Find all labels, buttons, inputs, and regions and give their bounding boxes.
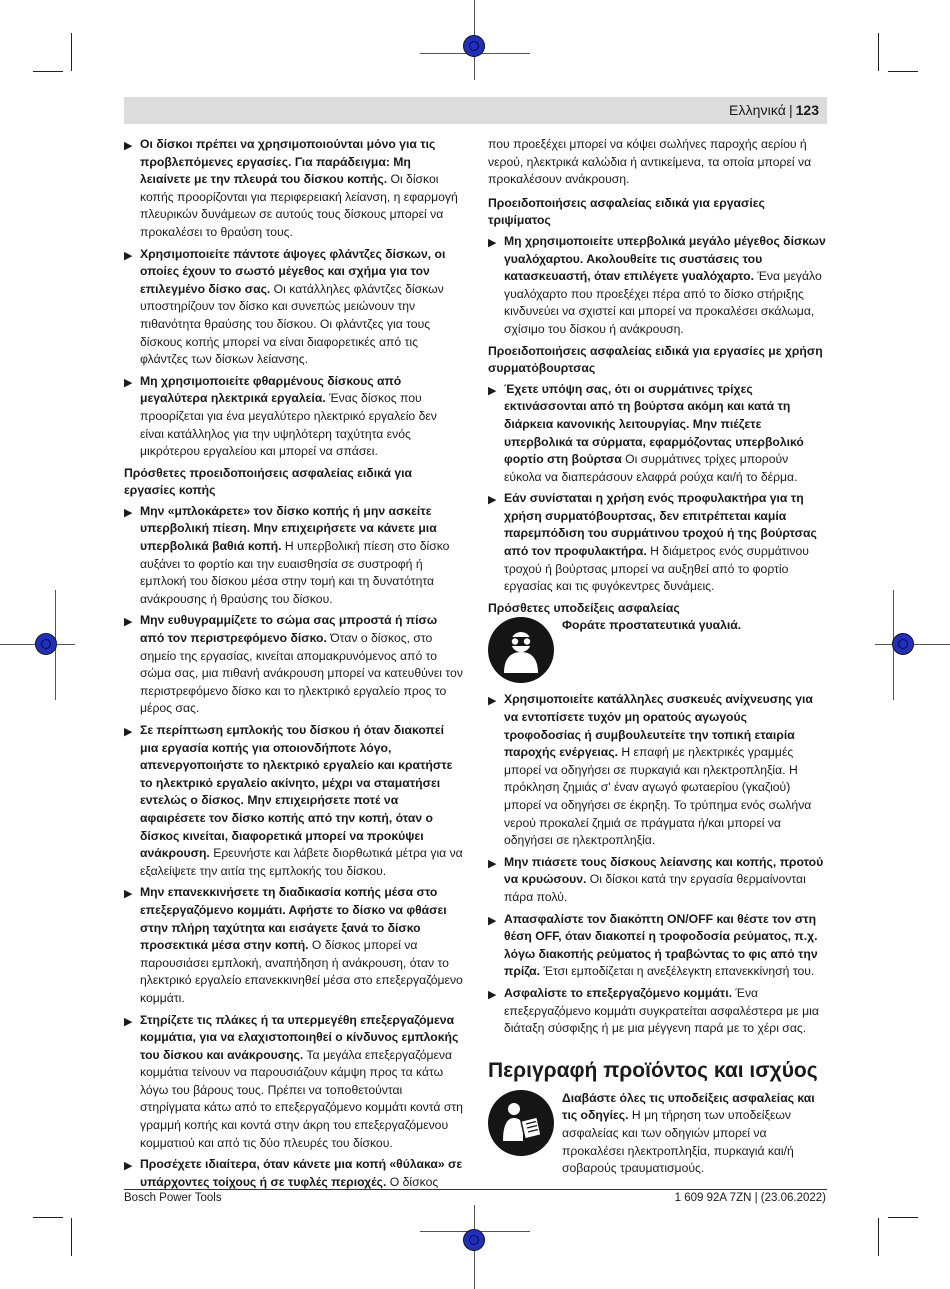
crop-mark xyxy=(33,71,63,72)
bullet-bold: Μην επανεκκινήσετε τη διαδικασία κοπής μέσα στο επεξεργαζόμενο κομμάτι. Αφήστε το δίσκο να φθάσει στην πλήρη ταχύτητα και εισάγετε ξανά το δίσκο προσεκτικά μέσα στην κοπή. xyxy=(140,885,447,953)
safety-goggles-icon xyxy=(488,617,554,683)
manual-note-text xyxy=(562,1090,826,1178)
bullet-bold: Μη χρησιμοποιείτε φθαρμένους δίσκους από μεγαλύτερα ηλεκτρικά εργαλεία. xyxy=(140,373,402,406)
goggles-note xyxy=(488,617,826,683)
language-label: Ελληνικά xyxy=(729,102,786,118)
safety-bullet xyxy=(124,722,464,880)
bullet-text: Έτσι εμποδίζεται η ανεξέλεγκτη επανεκκίνησή του. xyxy=(540,964,815,979)
header-separator: | xyxy=(789,102,793,118)
bullet-bold: Σε περίπτωση εμπλοκής του δίσκου ή όταν διακοπεί μια εργασία κοπής για οποιονδήποτε λόγο, απενεργοποιήστε το ηλεκτρικό εργαλείο και κρατήστε το ηλεκτρικό εργαλείο ακίνητο, μέχρι να σταματήσει εντελώς ο δίσκος. Μην επιχειρήσετε ποτέ να αφαιρέσετε τον δίσκο κοπής από την κοπή, όταν ο δίσκος κινείται, διαφορετικά μπορεί να προκύψει ανάκρουση. xyxy=(140,723,453,861)
continued-text: που προεξέχει μπορεί να κόψει σωλήνες παροχής αερίου ή νερού, ηλεκτρικά καλώδια ή αντικείμενα, τα οποία μπορεί να προκαλέσουν ανάκρουση. xyxy=(488,137,812,187)
bullet-icon: ▶ xyxy=(124,888,133,901)
safety-bullet xyxy=(488,854,826,907)
bullet-bold: Απασφαλίστε τον διακόπτη ON/OFF και θέστε τον στη θέση OFF, όταν διακοπεί η τροφοδοσία ρεύματος, π.χ. λόγω διακοπής ρεύματος ή τραβώντας το φις από την πρίζα. xyxy=(504,911,818,979)
right-column xyxy=(488,136,826,1186)
bullet-icon: ▶ xyxy=(124,249,133,262)
page-header-text xyxy=(729,102,819,118)
safety-bullet xyxy=(124,246,464,369)
safety-bullet xyxy=(488,691,826,849)
bullet-icon: ▶ xyxy=(488,695,497,708)
registration-mark-bottom xyxy=(463,1229,485,1251)
bullet-bold: Οι δίσκοι πρέπει να χρησιμοποιούνται μόνο για τις προβλεπόμενες εργασίες. Για παράδειγμα: Μη λειαίνετε με την πλευρά του δίσκου κοπής. xyxy=(140,137,436,187)
bullet-text: Ένα μεγάλο γυαλόχαρτο που προεξέχει πέρα από το δίσκο στήριξης κινδυνεύει να σχιστεί και μπορεί να προκαλέσει σκάλωμα, σχίσιμο του δίσκου ή ανάκρουση. xyxy=(504,269,822,336)
bullet-text: Η διάμετρος ενός συρμάτινου τροχού ή βούρτσας μπορεί να αυξηθεί από το φορτίο εργασίας και τις φυγόκεντρες δυνάμεις. xyxy=(504,544,809,594)
bullet-bold: Εάν συνίσταται η χρήση ενός προφυλακτήρα για τη χρήση συρματόβουρτσας, δεν επιτρέπεται καμία παρεμπόδιση του συρμάτινου τροχού ή της βούρτσας από τον προφυλακτήρα. xyxy=(504,491,817,559)
bullet-text: Ένας δίσκος που προορίζεται για ένα μεγαλύτερο ηλεκτρικό εργαλείο δεν είναι κατάλληλος για την υψηλότερη ταχύτητα ενός μικρότερου εργαλείου και μπορεί να σπάσει. xyxy=(140,391,437,459)
bullet-icon: ▶ xyxy=(488,857,497,870)
bullet-icon: ▶ xyxy=(124,726,133,738)
crop-mark xyxy=(888,71,918,72)
bullet-icon: ▶ xyxy=(124,506,133,519)
safety-bullet xyxy=(488,985,826,1038)
safety-bullet xyxy=(124,1012,464,1153)
bullet-icon: ▶ xyxy=(124,1160,133,1173)
bullet-icon: ▶ xyxy=(124,140,133,152)
manual-note-body: Η μη τήρηση των υποδείξεων ασφαλείας και των οδηγιών μπορεί να προκαλέσει ηλεκτροπληξία, πυρκαγιά και/ή σοβαρούς τραυματισμούς. xyxy=(562,1108,794,1176)
bullet-icon: ▶ xyxy=(488,914,497,927)
page-header xyxy=(124,97,827,124)
left-column xyxy=(124,136,464,1195)
bullet-bold: Έχετε υπόψη σας, ότι οι συρμάτινες τρίχες εκτινάσσονται από τη βούρτσα ακόμη και κατά τη διάρκεια κανονικής λειτουργίας. Μην πιέζετε υπερβολικά τα σύρματα, εφαρμόζοντας υπερβολικό φορτίο στη βούρτσα xyxy=(504,381,804,467)
bullet-text: Ο δίσκος xyxy=(386,1174,439,1189)
section-subheading: Πρόσθετες υποδείξεις ασφαλείας xyxy=(488,600,680,615)
safety-bullet xyxy=(124,884,464,1007)
registration-mark-right xyxy=(892,633,914,655)
safety-bullet xyxy=(488,381,826,487)
bullet-text: Η υπερβολική πίεση στο δίσκο αυξάνει το φορτίο και την ευαισθησία σε συστροφή ή εμπλοκή του δίσκου μέσα στην τομή και τη δυνατότητα ανάκρουσης ή θραύσης του δίσκου. xyxy=(140,539,450,606)
bullet-text: Οι συρμάτινες τρίχες μπορούν εύκολα να διαπεράσουν ελαφρά ρούχα και/ή το δέρμα. xyxy=(504,452,798,484)
crop-mark xyxy=(33,1217,63,1218)
bullet-text: Οι κατάλληλες φλάντζες δίσκων υποστηρίζουν τον δίσκο και συνεπώς μειώνουν την πιθανότητα θραύσης του δίσκου. Οι φλάντζες για τους δίσκους κοπής μπορεί να είναι διαφορετικές από τις φλάντζες των δίσκων λείανσης. xyxy=(140,281,444,367)
footer-brand: Bosch Power Tools xyxy=(124,1192,222,1204)
bullet-text: Οι δίσκοι κοπής προορίζονται για περιφερειακή λείανση, η εφαρμογή πλευρικών δυνάμεων σε αυτούς τους δίσκους μπορεί να προκαλέσει το θραύση τους. xyxy=(140,172,458,239)
bullet-bold: Προσέχετε ιδιαίτερα, όταν κάνετε μια κοπή «θύλακα» σε υπάρχοντες τοίχους ή σε τυφλές περιοχές. xyxy=(140,1157,463,1189)
bullet-bold: Ασφαλίστε το επεξεργαζόμενο κομμάτι. xyxy=(504,985,732,1000)
bullet-text: Ένα επεξεργαζόμενο κομμάτι συγκρατείται ασφαλέστερα με μια διάταξη σύσφιξης ή με μια μέγγενη παρά με το χέρι σας. xyxy=(504,985,819,1036)
bullet-text: Οι δίσκοι κατά την εργασία θερμαίνονται πάρα πολύ. xyxy=(504,872,806,904)
page-number: 123 xyxy=(795,102,819,118)
bullet-bold: Χρησιμοποιείτε κατάλληλες συσκευές ανίχνευσης για να εντοπίσετε τυχόν μη ορατούς αγωγούς τροφοδοσίας ή συμβουλευτείτε την τοπική εταιρία παροχής ενέργειας. xyxy=(504,692,813,760)
goggles-note-text: Φοράτε προστατευτικά γυαλιά. xyxy=(562,618,742,633)
section-subheading: Προειδοποιήσεις ασφαλείας ειδικά για εργασίες με χρήση συρματόβουρτσας xyxy=(488,343,823,376)
bullet-text: Ερευνήστε και λάβετε διορθωτικά μέτρα για να εξαλείψετε την αιτία της εμπλοκής του δίσκου. xyxy=(140,846,463,878)
bullet-text: Η επαφή με ηλεκτρικές γραμμές μπορεί να οδηγήσει σε πυρκαγιά και ηλεκτροπληξία. Η πρόκληση ζημιάς σ' έναν αγωγό φωταερίου (γκαζιού) μπορεί να οδηγήσει σε έκρηξη. Το τρύπημα ενός σωλήνα νερού προκαλεί ζημιά σε πράγματα ή/και μπορεί να οδηγήσει σε ηλεκτροπληξία. xyxy=(504,745,812,848)
bullet-bold: Στηρίζετε τις πλάκες ή τα υπερμεγέθη επεξεργαζόμενα κομμάτια, για να ελαχιστοποιηθεί ο κίνδυνος εμπλοκής του δίσκου και ανάκρουσης. xyxy=(140,1012,459,1062)
bullet-bold: Μην ευθυγραμμίζετε το σώμα σας μπροστά ή πίσω από τον περιστρεφόμενο δίσκο. xyxy=(140,613,438,646)
bullet-bold: Μη χρησιμοποιείτε υπερβολικά μεγάλο μέγεθος δίσκων γυαλόχαρτου. Ακολουθείτε τις συστάσεις του κατασκευαστή, όταν επιλέγετε γυαλόχαρτο. xyxy=(504,233,826,284)
bullet-bold: Μην «μπλοκάρετε» τον δίσκο κοπής ή μην ασκείτε υπερβολική πίεση. Μην επιχειρήσετε να κάνετε μια υπερβολικά βαθιά κοπή. xyxy=(140,503,437,554)
footer-rule xyxy=(124,1189,827,1190)
bullet-icon: ▶ xyxy=(488,384,497,397)
safety-bullet xyxy=(488,233,826,339)
section-subheading: Προειδοποιήσεις ασφαλείας ειδικά για εργασίες τριψίματος xyxy=(488,195,765,228)
safety-bullet xyxy=(124,136,464,242)
safety-bullet xyxy=(124,373,464,461)
manual-note-bold: Διαβάστε όλες τις υποδείξεις ασφαλείας και τις οδηγίες. xyxy=(562,1090,815,1123)
safety-bullet xyxy=(488,490,826,596)
registration-mark-top xyxy=(463,35,485,57)
crop-mark xyxy=(878,1218,879,1256)
safety-bullet xyxy=(488,911,826,981)
bullet-text: Τα μεγάλα επεξεργαζόμενα κομμάτια τείνουν να παρουσιάζουν κάμψη προς τα κάτω λόγω του βάρους τους. Πρέπει να τοποθετούνται στηρίγματα κάτω από το επεξεργαζόμενο κομμάτι κοντά στη γραμμή κοπής και κοντά στην άκρη του επεξεργαζόμενου κομματιού και από τις δύο πλευρές του δίσκου. xyxy=(140,1047,463,1150)
bullet-icon: ▶ xyxy=(488,494,497,507)
crop-mark xyxy=(71,33,72,71)
safety-bullet xyxy=(124,503,464,609)
bullet-icon: ▶ xyxy=(124,1015,133,1028)
bullet-text: Όταν ο δίσκος, στο σημείο της εργασίας, κινείται απομακρυνόμενος από το σώμα σας, μια πιθανή ανάκρουση μπορεί να κατευθύνει τον περιστρεφόμενο δίσκο και το ηλεκτρικό εργαλείο προς το μέρος σας. xyxy=(140,631,463,716)
crop-mark xyxy=(71,1218,72,1256)
manual-note xyxy=(488,1090,826,1178)
bullet-icon: ▶ xyxy=(124,616,133,629)
read-manual-icon xyxy=(488,1090,554,1156)
footer-doc-number: 1 609 92A 7ZN | (23.06.2022) xyxy=(674,1192,826,1204)
bullet-bold: Χρησιμοποιείτε πάντοτε άψογες φλάντζες δίσκων, οι οποίες έχουν το σωστό μέγεθος και σχήμα για τον επιλεγμένο δίσκο σας. xyxy=(140,246,446,296)
bullet-icon: ▶ xyxy=(488,236,497,249)
bullet-bold: Μην πιάσετε τους δίσκους λείανσης και κοπής, προτού να κρυώσουν. xyxy=(504,854,824,887)
section-subheading: Πρόσθετες προειδοποιήσεις ασφαλείας ειδικά για εργασίες κοπής xyxy=(124,465,412,498)
bullet-icon: ▶ xyxy=(488,988,497,1001)
section-title: Περιγραφή προϊόντος και ισχύος xyxy=(488,1058,818,1082)
bullet-text: Ο δίσκος μπορεί να παρουσιάσει εμπλοκή, αναπήδηση ή ανάκρουση, όταν το ηλεκτρικό εργαλείο επανεκκινηθεί μέσα στο επεξεργαζόμενο κομμάτι. xyxy=(140,938,463,1005)
bullet-icon: ▶ xyxy=(124,376,133,389)
registration-mark-left xyxy=(35,633,57,655)
safety-bullet xyxy=(124,1156,464,1191)
crop-mark xyxy=(888,1217,918,1218)
crop-mark xyxy=(878,33,879,71)
safety-bullet xyxy=(124,612,464,718)
